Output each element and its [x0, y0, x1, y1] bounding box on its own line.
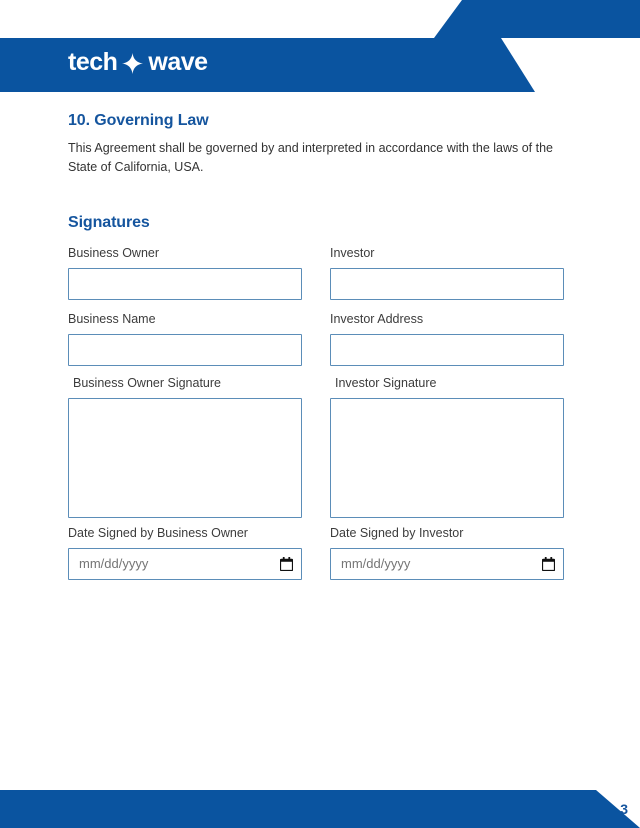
signatures-form	[68, 246, 572, 590]
logo-text-right: wave	[148, 48, 208, 76]
brand-logo	[68, 50, 208, 75]
field-business-name	[68, 312, 304, 366]
footer-banner-bar	[0, 790, 640, 828]
section-heading-governing-law: 10. Governing Law	[68, 112, 209, 129]
business-owner-signature-area[interactable]	[68, 398, 302, 518]
field-label-business-owner-signature: Business Owner Signature	[73, 375, 221, 390]
page-content	[68, 112, 572, 590]
page-header	[0, 0, 640, 100]
investor-signature-area[interactable]	[330, 398, 564, 518]
investor-address-input[interactable]	[330, 334, 564, 366]
field-date-signed-business-owner	[68, 526, 304, 580]
date-signed-business-owner-wrap	[68, 548, 302, 580]
four-point-star-icon	[122, 53, 143, 74]
field-investor	[330, 246, 566, 300]
field-investor-signature	[330, 376, 566, 518]
field-label-investor-address: Investor Address	[330, 311, 424, 326]
field-label-investor-signature: Investor Signature	[335, 375, 437, 390]
field-label-investor: Investor	[330, 245, 375, 260]
field-date-signed-investor	[330, 526, 566, 580]
date-signed-investor-input[interactable]	[330, 548, 564, 580]
header-accent-wedge	[0, 0, 640, 38]
section-body-governing-law: This Agreement shall be governed by and interpreted in accordance with the laws of the State of California, USA.	[68, 141, 554, 175]
field-label-date-signed-investor: Date Signed by Investor	[330, 525, 464, 540]
page-number: 3	[620, 801, 628, 817]
field-business-owner	[68, 246, 304, 300]
field-label-business-name: Business Name	[68, 311, 156, 326]
field-business-owner-signature	[68, 376, 304, 518]
field-label-business-owner: Business Owner	[68, 245, 160, 260]
section-heading-signatures: Signatures	[68, 213, 150, 231]
business-owner-input[interactable]	[68, 268, 302, 300]
field-label-date-signed-business-owner: Date Signed by Business Owner	[68, 525, 248, 540]
business-name-input[interactable]	[68, 334, 302, 366]
logo-text-left: tech	[68, 48, 118, 76]
date-signed-business-owner-input[interactable]	[68, 548, 302, 580]
investor-input[interactable]	[330, 268, 564, 300]
page-footer	[0, 790, 640, 828]
field-investor-address	[330, 312, 566, 366]
date-signed-investor-wrap	[330, 548, 564, 580]
